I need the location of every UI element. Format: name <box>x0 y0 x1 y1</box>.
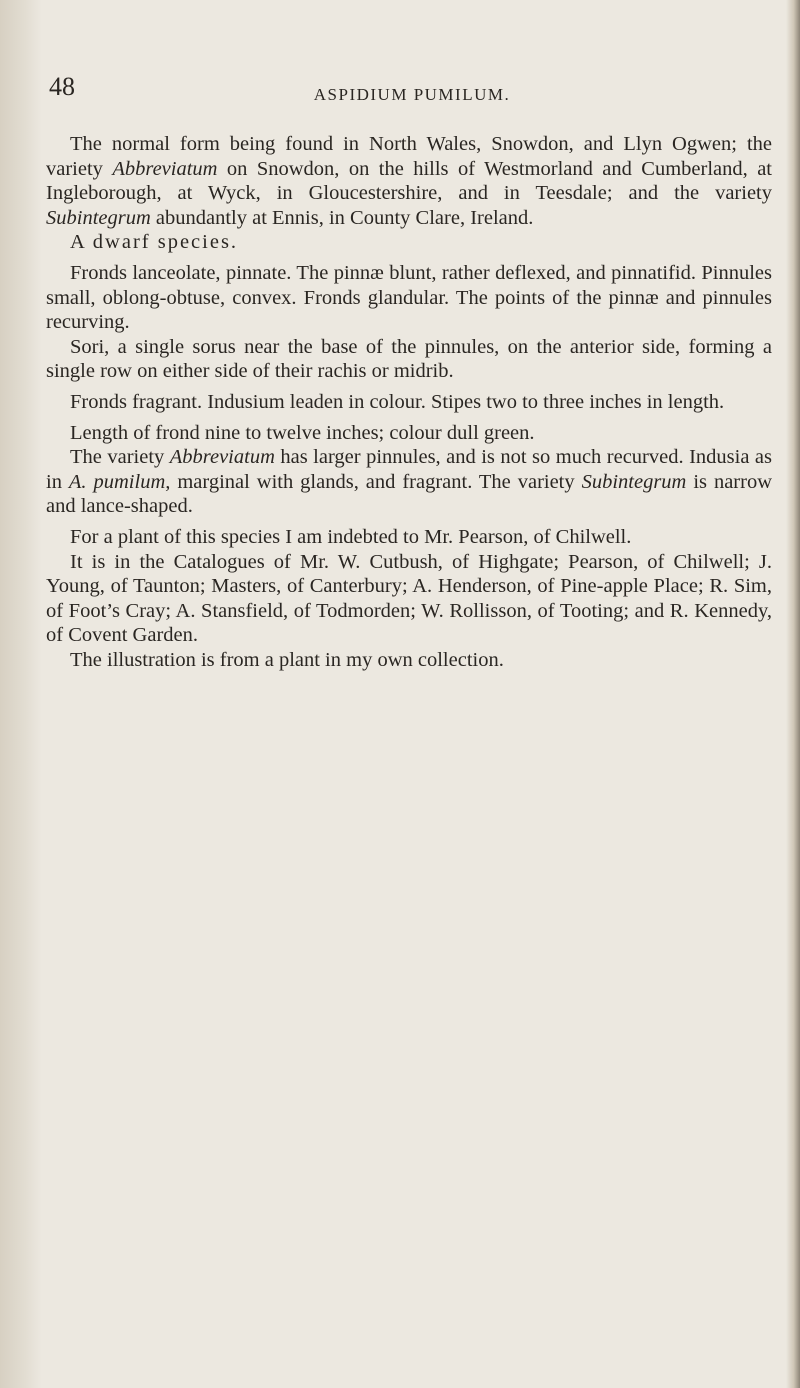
paragraph <box>46 525 772 550</box>
italic-text-run: A. pumilum, <box>68 470 171 493</box>
text-run: on Snowdon, on the hills of Westmorland and Cumberland, at Ingleborough, at Wyck, in Gloucestershire, and in Teesdale; and the variety <box>46 157 772 205</box>
text-run: abundantly at Ennis, in County Clare, Ireland. <box>150 206 534 229</box>
paragraph <box>46 648 772 673</box>
text-run: The variety <box>70 446 170 469</box>
text-run: The illustration is from a plant in my own collection. <box>70 648 504 671</box>
text-run: Fronds fragrant. Indusium leaden in colour. Stipes two to three inches in length. <box>70 390 725 413</box>
italic-text-run: Abbreviatum <box>112 157 218 180</box>
paragraph <box>46 550 772 648</box>
paragraph <box>46 261 772 335</box>
italic-text-run: Subintegrum <box>46 206 151 229</box>
text-run: marginal with glands, and fragrant. The variety <box>170 470 582 493</box>
paragraph <box>46 445 772 519</box>
paragraph <box>46 421 772 446</box>
page-edge-shadow <box>786 0 800 1388</box>
text-run: has larger pinnules, and is not so much recurved. Indusia as in <box>46 446 772 493</box>
text-run: Sori, a single sorus near the base of the pinnules, on the anterior side, forming a single row on either side of their rachis or midrib. <box>46 335 772 383</box>
body-text <box>46 132 772 672</box>
text-run: Length of frond nine to twelve inches; colour dull green. <box>70 421 535 444</box>
text-run: Fronds lanceolate, pinnate. The pinnæ blunt, rather deflexed, and pinnatifid. Pinnules small, oblong-obtuse, convex. Fronds glandular. The points of the pinnæ and pinnules recurving. <box>46 261 772 334</box>
italic-text-run: Abbreviatum <box>169 446 275 469</box>
page-gutter-shadow <box>0 0 42 1388</box>
text-run: For a plant of this species I am indebted to Mr. Pearson, of Chilwell. <box>70 525 632 548</box>
text-run: A dwarf species. <box>70 231 239 254</box>
text-run: It is in the Catalogues of Mr. W. Cutbush, of Highgate; Pearson, of Chilwell; J. Young, of Taunton; Masters, of Canterbury; A. Henderson, of Pine-apple Place; R. Sim, of Foot’s Cray; A. Stansfield, of Todmorden; W. Rollisson, of Tooting; and R. Kennedy, of Covent Garden. <box>46 550 772 647</box>
page-number: 48 <box>49 72 75 101</box>
running-header: ASPIDIUM PUMILUM. <box>313 85 511 104</box>
paragraph <box>46 335 772 384</box>
paragraph <box>46 230 772 255</box>
paragraph <box>46 390 772 415</box>
text-run: The normal form being found in North Wales, Snowdon, and Llyn Ogwen; the variety <box>46 133 772 180</box>
text-run: is narrow and lance-shaped. <box>46 470 773 518</box>
paragraph <box>46 132 772 230</box>
italic-text-run: Subintegrum <box>581 470 687 493</box>
